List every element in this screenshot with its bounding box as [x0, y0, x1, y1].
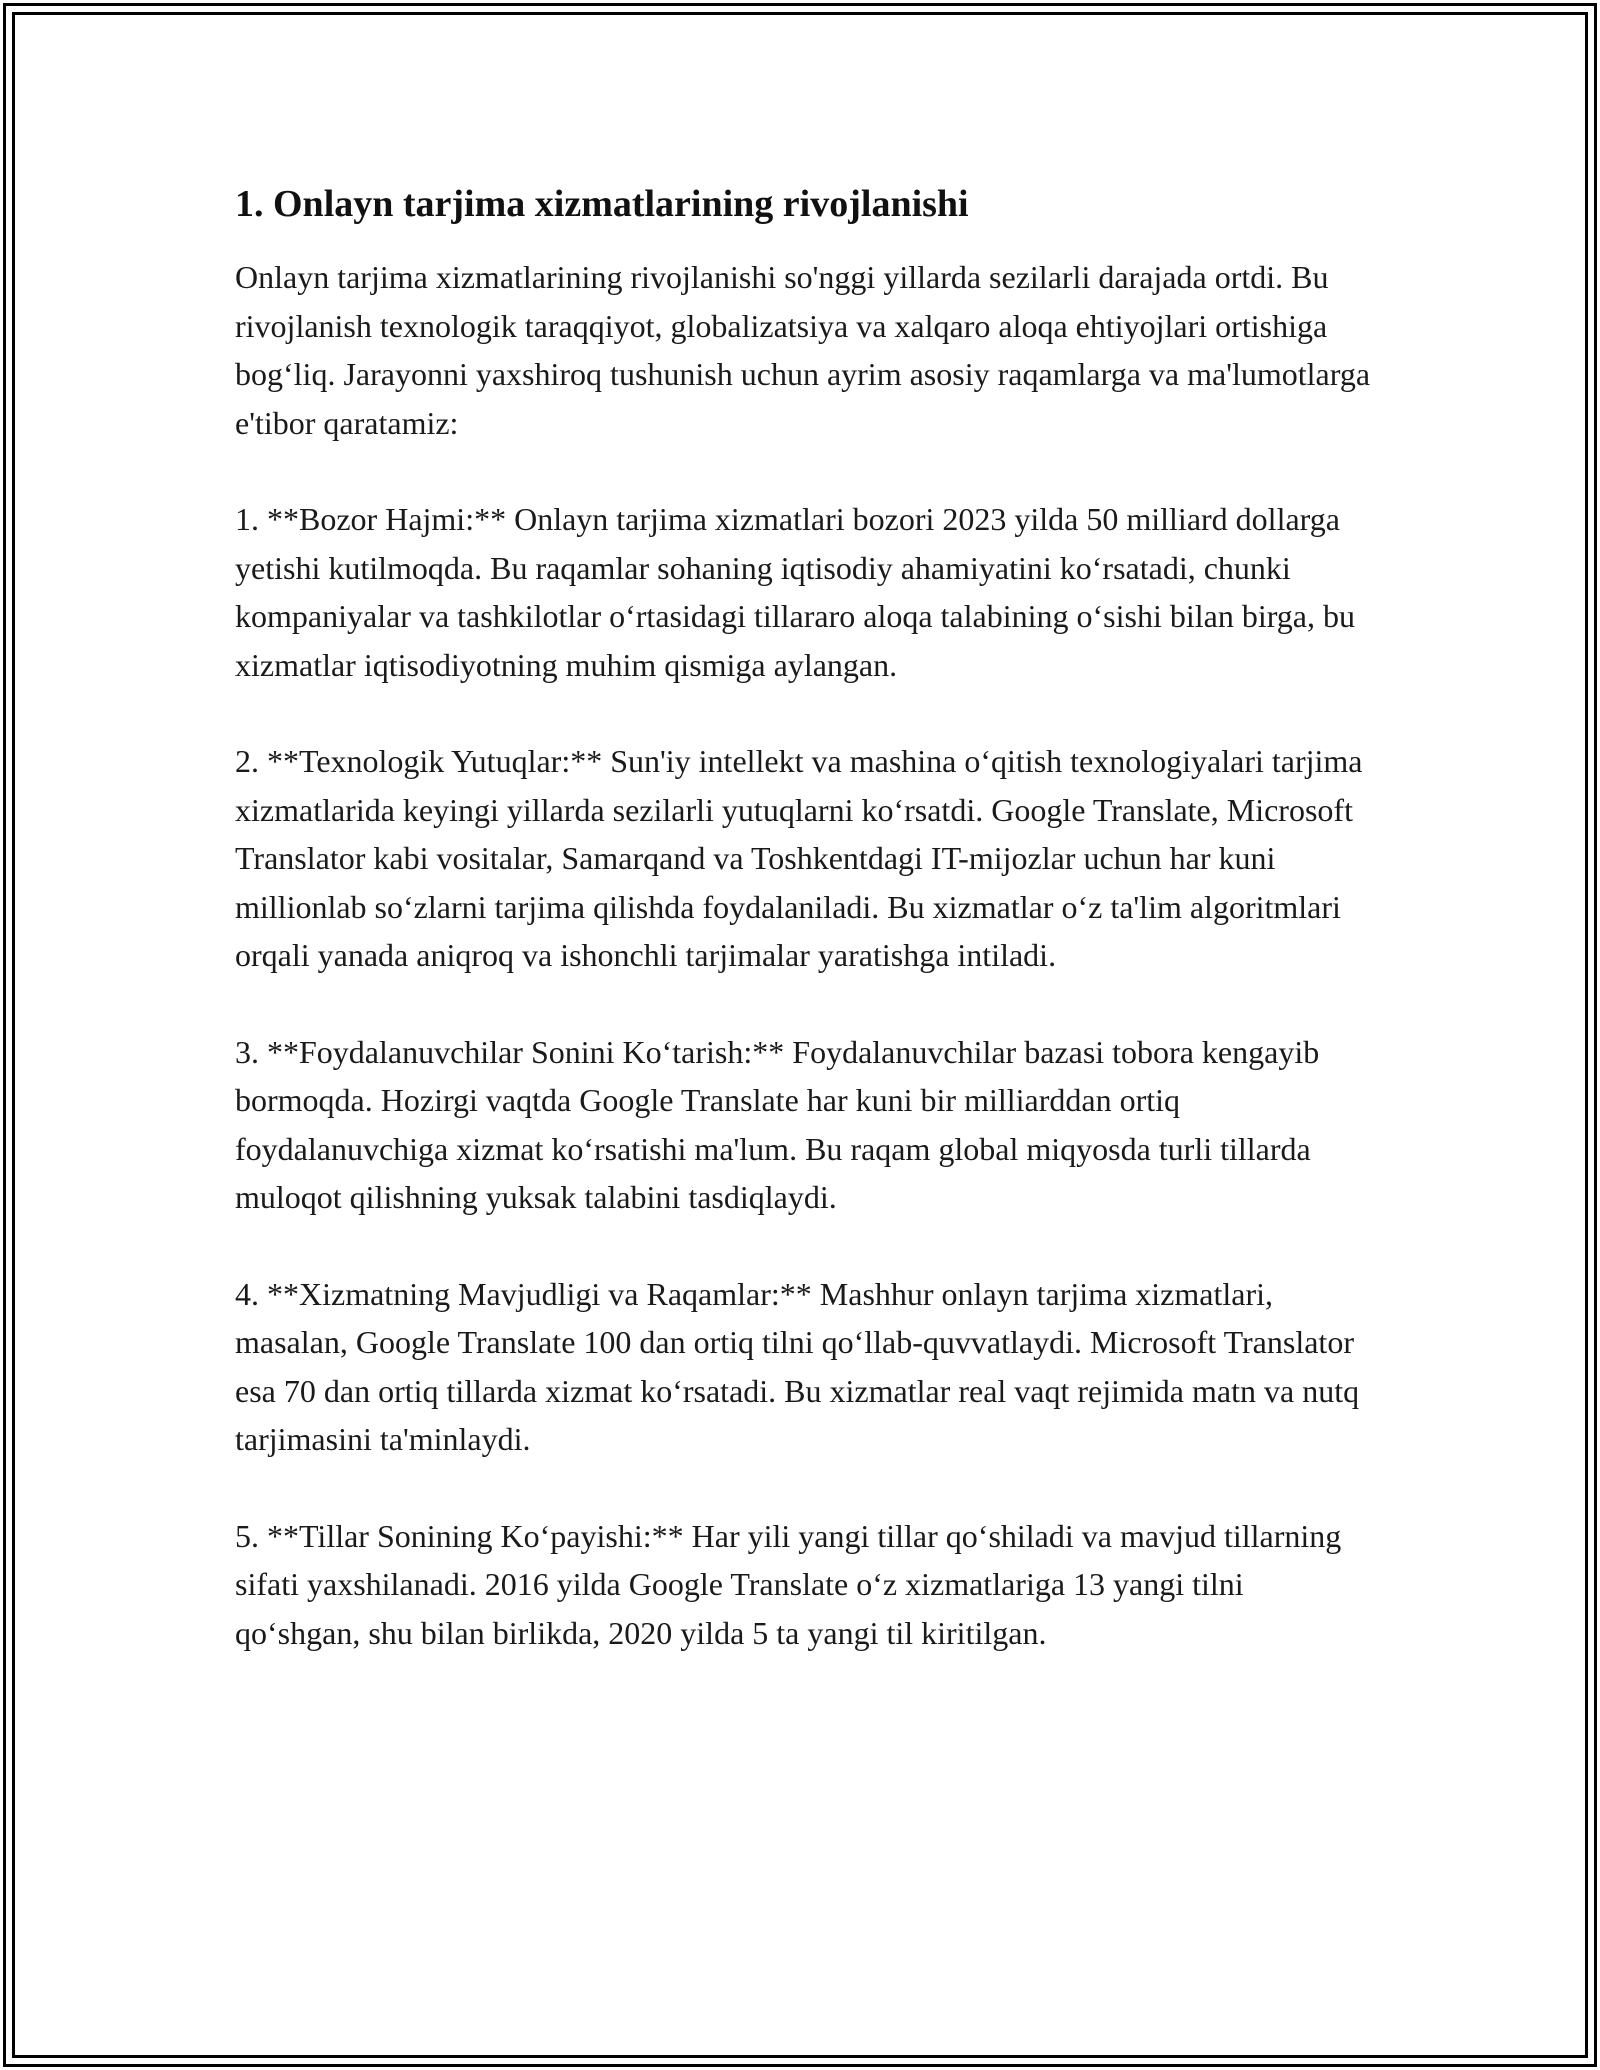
paragraph-language-growth: 5. **Tillar Sonining Ko‘payishi:** Har yili yangi tillar qo‘shiladi va mavjud tillarning sifati yaxshilanadi. 2016 yilda Google Translate o‘z xizmatlariga 13 yangi tilni qo‘shgan, shu bilan birlikda, 2020 yilda 5 ta yangi til kiritilgan.: [235, 1517, 1342, 1651]
section-heading: 1. Onlayn tarjima xizmatlarining rivojlanishi: [235, 183, 969, 225]
paragraph-tech-advances: 2. **Texnologik Yutuqlar:** Sun'iy intellekt va mashina o‘qitish texnologiyalari tarjima xizmatlarida keyingi yillarda sezilarli yutuqlarni ko‘rsatdi. Google Translate, Microsoft Translator kabi vositalar, Samarqand va Toshkentdagi IT-mijozlar uchun har kuni millionlab so‘zlarni tarjima qilishda foydalaniladi. Bu xizmatlar o‘z ta'lim algoritmlari orqali yanada aniqroq va ishonchli tarjimalar yaratishga intiladi.: [235, 743, 1363, 974]
intro-paragraph: Onlayn tarjima xizmatlarining rivojlanishi so'nggi yillarda sezilarli darajada ortdi. Bu rivojlanish texnologik taraqqiyot, globalizatsiya va xalqaro aloqa ehtiyojlari ortishiga bog‘liq. Jarayonni yaxshiroq tushunish uchun ayrim asosiy raqamlarga va ma'lumotlarga e'tibor qaratamiz:: [235, 259, 1371, 441]
paragraph-availability: 4. **Xizmatning Mavjudligi va Raqamlar:** Mashhur onlayn tarjima xizmatlari, masalan, Google Translate 100 dan ortiq tilni qo‘llab-quvvatlaydi. Microsoft Translator esa 70 dan ortiq tillarda xizmat ko‘rsatadi. Bu xizmatlar real vaqt rejimida matn va nutq tarjimasini ta'minlaydi.: [235, 1275, 1360, 1458]
paragraph-market-size: 1. **Bozor Hajmi:** Onlayn tarjima xizmatlari bozori 2023 yilda 50 milliard dollarga yetishi kutilmoqda. Bu raqamlar sohaning iqtisodiy ahamiyatini ko‘rsatadi, chunki kompaniyalar va tashkilotlar o‘rtasidagi tillararo aloqa talabining o‘sishi bilan birga, bu xizmatlar iqtisodiyotning muhim qismiga aylangan.: [235, 501, 1355, 683]
document-body: [235, 180, 1375, 1705]
paragraph-user-growth: 3. **Foydalanuvchilar Sonini Ko‘tarish:** Foydalanuvchilar bazasi tobora kengayib bormoqda. Hozirgi vaqtda Google Translate har kuni bir milliarddan ortiq foydalanuvchiga xizmat ko‘rsatishi ma'lum. Bu raqam global miqyosda turli tillarda muloqot qilishning yuksak talabini tasdiqlaydi.: [235, 1033, 1320, 1216]
